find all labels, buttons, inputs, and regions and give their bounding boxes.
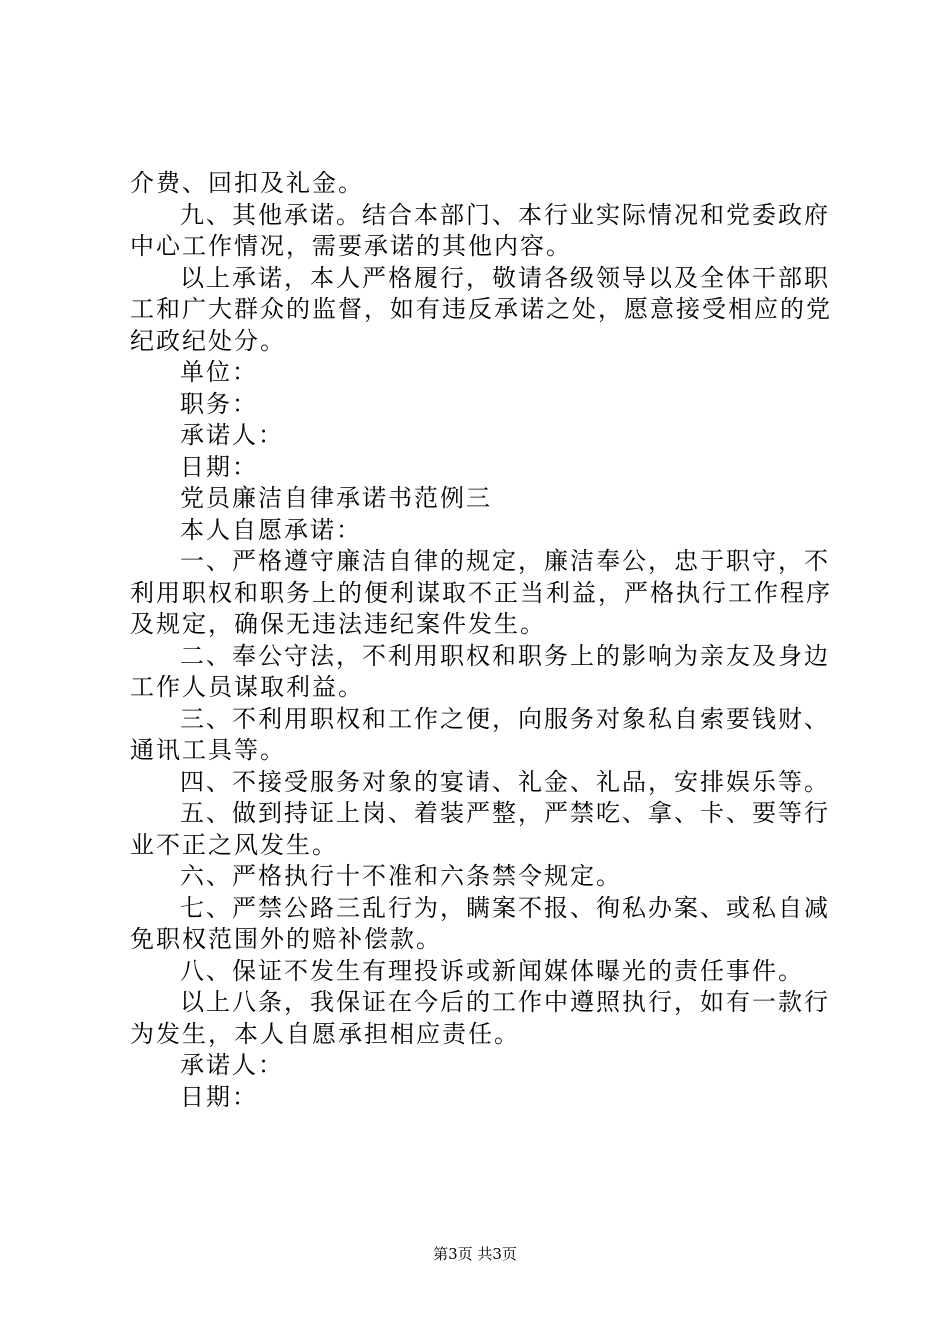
section-title: 党员廉洁自律承诺书范例三 bbox=[180, 484, 492, 512]
text-line: 九、其他承诺。结合本部门、本行业实际情况和党委政府 bbox=[180, 200, 830, 229]
signature-field-date: 日期： bbox=[180, 1082, 258, 1111]
text-line: 七、严禁公路三乱行为，瞒案不报、徇私办案、或私自减 bbox=[180, 893, 830, 922]
text-line: 以上承诺，本人严格履行，敬请各级领导以及全体干部职 bbox=[180, 263, 830, 292]
text-line: 免职权范围外的赔补偿款。 bbox=[130, 925, 442, 953]
text-line: 通讯工具等。 bbox=[130, 736, 286, 764]
signature-field-unit: 单位： bbox=[180, 358, 258, 386]
text-line: 利用职权和职务上的便利谋取不正当利益，严格执行工作程序 bbox=[130, 578, 832, 607]
text-line: 一、严格遵守廉洁自律的规定，廉洁奉公，忠于职守，不 bbox=[180, 547, 830, 575]
text-line: 八、保证不发生有理投诉或新闻媒体曝光的责任事件。 bbox=[180, 956, 804, 985]
signature-field-promisor: 承诺人： bbox=[180, 1051, 284, 1079]
signature-field-position: 职务： bbox=[180, 389, 258, 418]
text-line: 六、严格执行十不准和六条禁令规定。 bbox=[180, 862, 622, 890]
text-line: 业不正之风发生。 bbox=[130, 830, 338, 859]
signature-field-date: 日期： bbox=[180, 452, 258, 481]
text-line: 纪政纪处分。 bbox=[130, 326, 286, 355]
text-line: 工和广大群众的监督，如有违反承诺之处，愿意接受相应的党 bbox=[130, 295, 832, 323]
text-line: 本人自愿承诺： bbox=[180, 515, 362, 544]
text-line: 工作人员谋取利益。 bbox=[130, 673, 364, 701]
text-line: 及规定，确保无违法违纪案件发生。 bbox=[130, 610, 546, 638]
text-line: 四、不接受服务对象的宴请、礼金、礼品，安排娱乐等。 bbox=[180, 767, 830, 796]
text-line: 中心工作情况，需要承诺的其他内容。 bbox=[130, 232, 572, 260]
text-line: 介费、回扣及礼金。 bbox=[130, 169, 364, 197]
text-line: 二、奉公守法，不利用职权和职务上的影响为亲友及身边 bbox=[180, 641, 830, 670]
text-line: 五、做到持证上岗、着装严整，严禁吃、拿、卡、要等行 bbox=[180, 799, 830, 827]
document-body bbox=[130, 168, 830, 1113]
text-line: 以上八条，我保证在今后的工作中遵照执行，如有一款行 bbox=[180, 988, 830, 1016]
signature-field-promisor: 承诺人： bbox=[180, 421, 284, 449]
text-line: 为发生，本人自愿承担相应责任。 bbox=[130, 1019, 520, 1048]
text-line: 三、不利用职权和工作之便，向服务对象私自索要钱财、 bbox=[180, 704, 830, 733]
page-number-footer: 第3页 共3页 bbox=[433, 1245, 517, 1263]
